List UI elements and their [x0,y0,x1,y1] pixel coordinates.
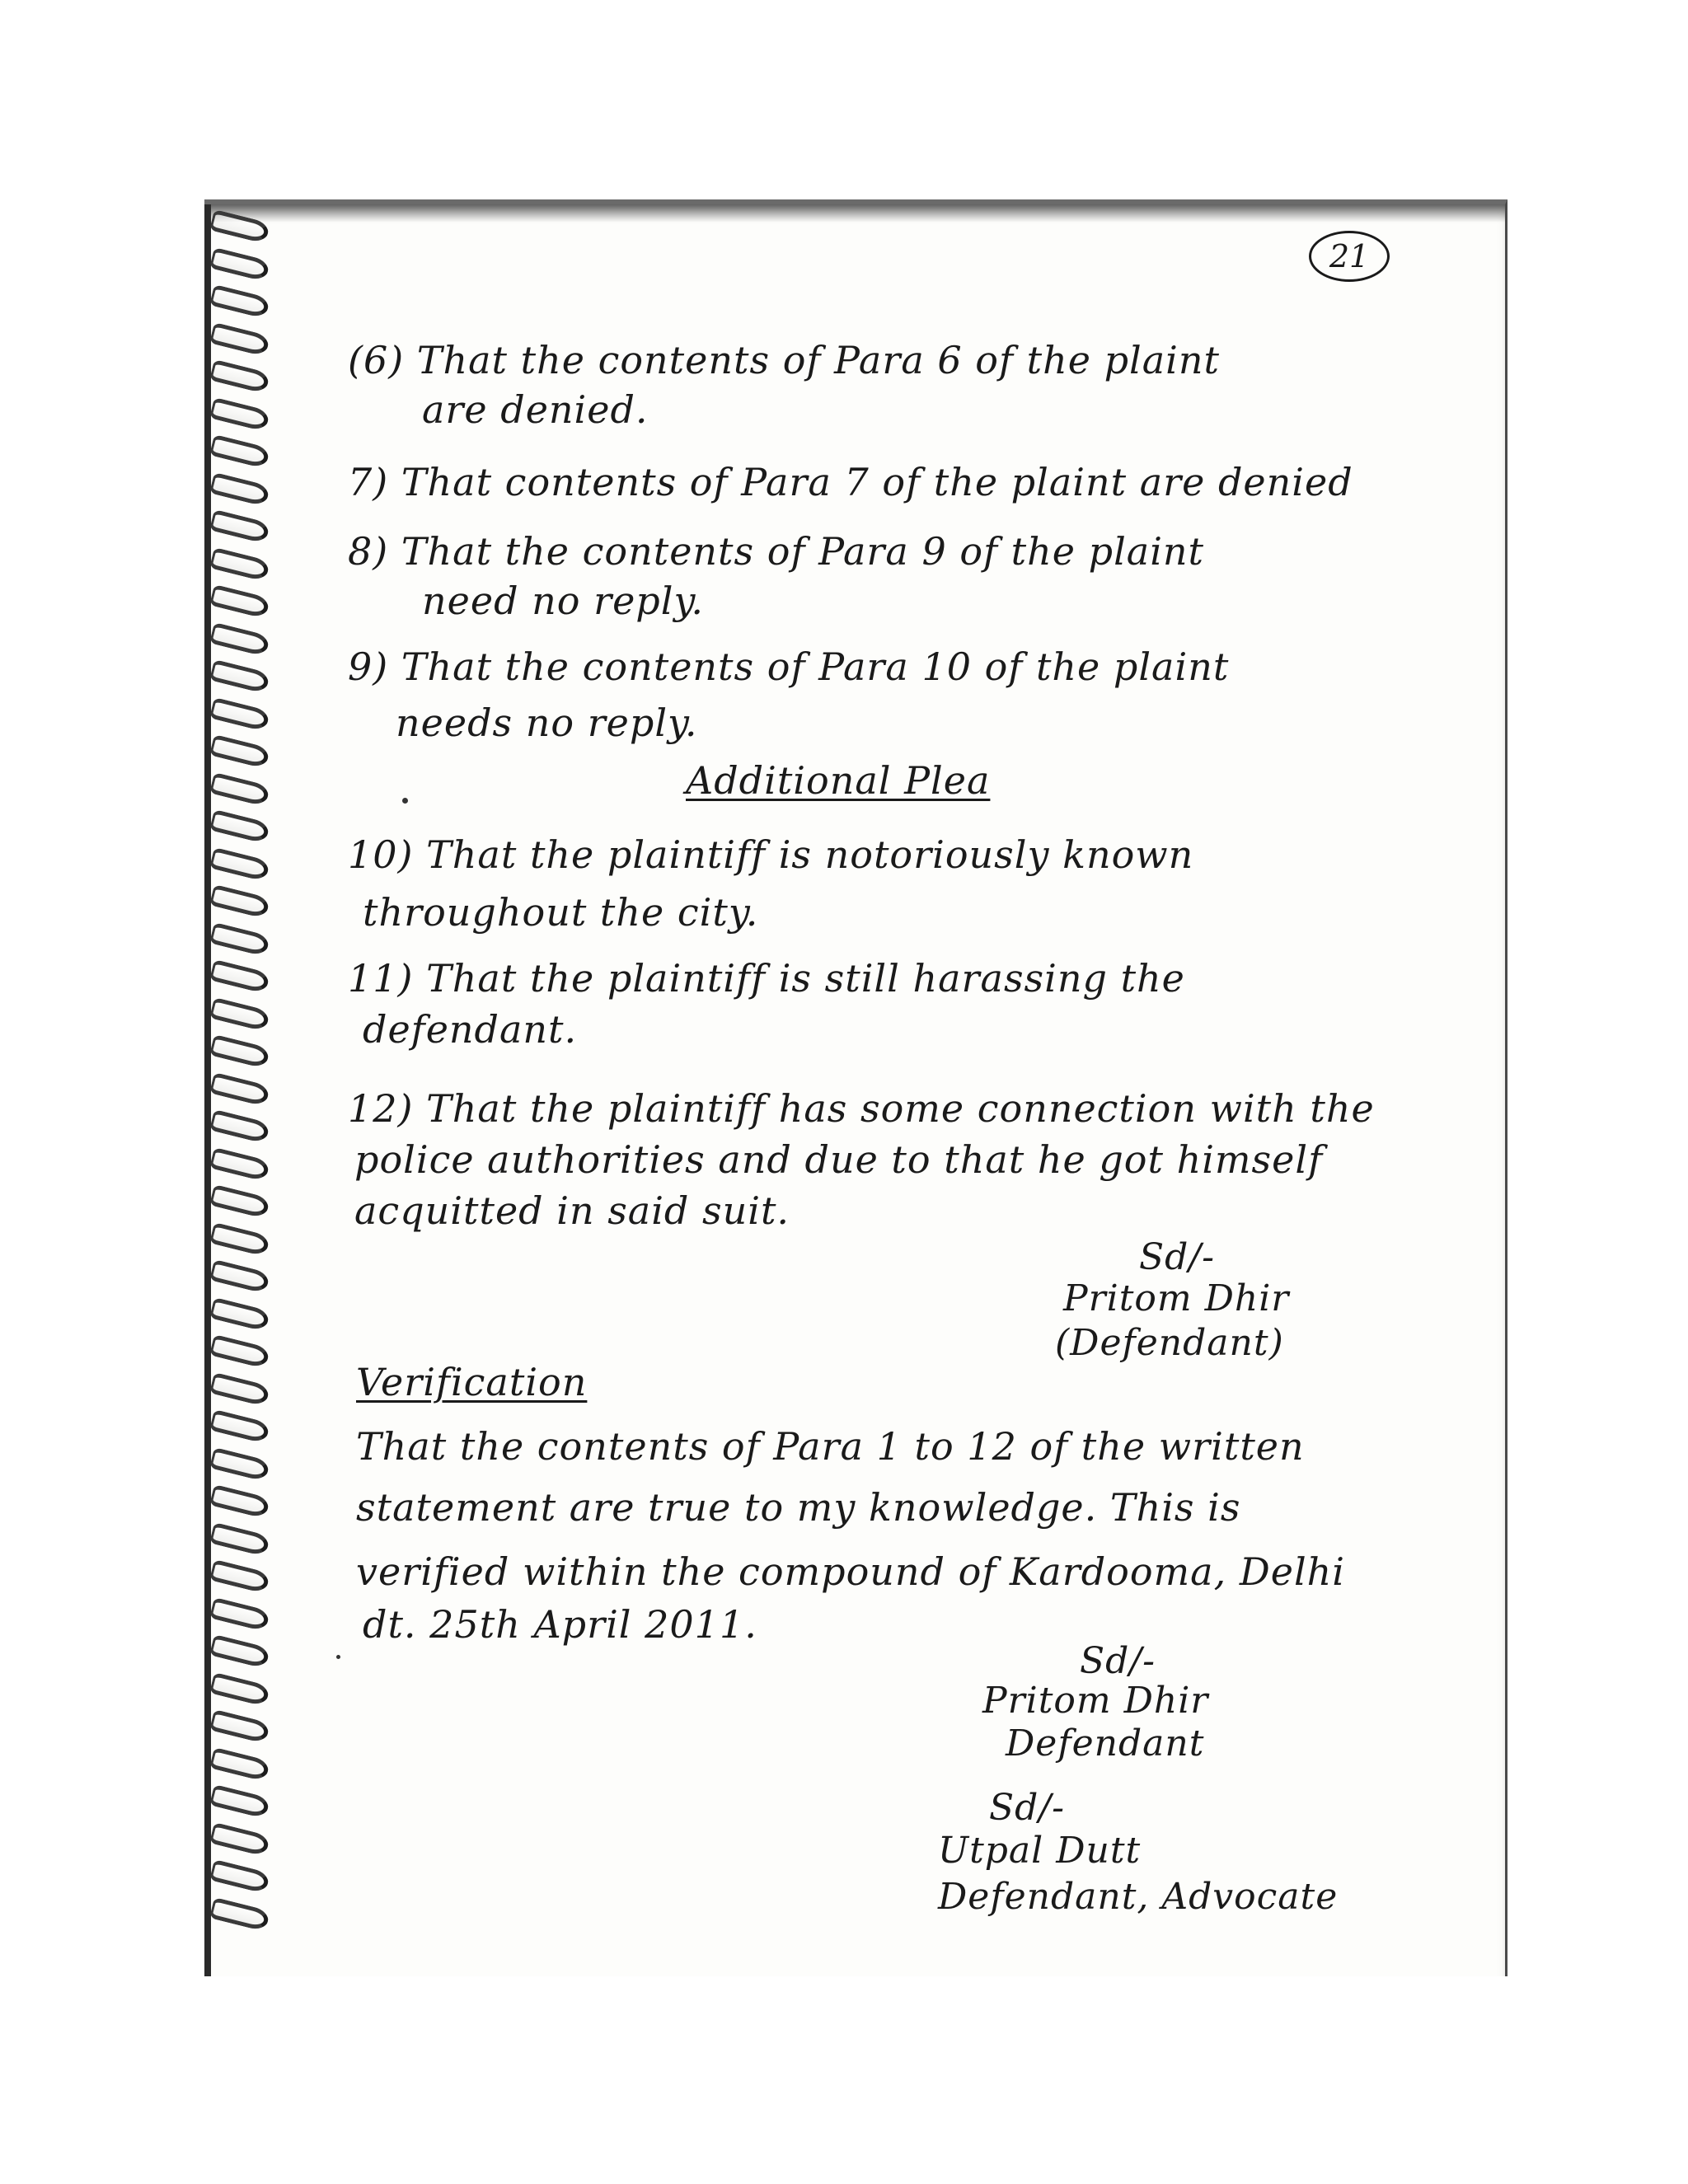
spiral-coil [209,434,270,469]
spiral-coil [209,1859,270,1894]
spiral-coil [209,921,270,956]
spiral-coil [209,809,270,844]
para-6-line-1: (6) That the contents of Para 6 of the plaint [348,338,1220,382]
verification-heading: Verification [356,1360,588,1404]
spiral-coil [209,1821,270,1856]
signature-2-role: Defendant [1006,1722,1205,1765]
spiral-coil [209,1896,270,1931]
verification-line-2: statement are true to my knowledge. This is [356,1485,1241,1530]
signature-1-role: (Defendant) [1055,1322,1284,1364]
spiral-coil [209,546,270,581]
stray-mark [336,1655,340,1659]
spiral-coil [209,1146,270,1181]
para-7-line-1: 7) That contents of Para 7 of the plaint are denied [348,460,1353,504]
para-9-line-2: needs no reply. [396,701,698,745]
para-12-line-2: police authorities and due to that he got himself [354,1137,1324,1182]
verification-line-4: dt. 25th April 2011. [363,1602,757,1647]
verification-line-1: That the contents of Para 1 to 12 of the written [356,1424,1305,1469]
para-10-line-2: throughout the city. [363,890,759,935]
spiral-coil [209,959,270,994]
spiral-coil [209,1034,270,1069]
spiral-coil [209,621,270,656]
signature-2-sd: Sd/- [1080,1640,1156,1682]
spiral-coil [209,1521,270,1556]
signature-3-name: Utpal Dutt [938,1830,1142,1872]
page-top-shadow [204,204,1505,223]
spiral-coil [209,846,270,881]
spiral-coil [209,1221,270,1256]
para-11-line-2: defendant. [363,1007,578,1052]
spiral-coil [209,1109,270,1144]
spiral-coil [209,1334,270,1369]
spiral-coil [209,1746,270,1781]
para-8-line-1: 8) That the contents of Para 9 of the plaint [348,529,1205,574]
signature-3-role: Defendant, Advocate [938,1876,1339,1918]
spiral-coil [209,884,270,919]
signature-1-sd: Sd/- [1139,1236,1215,1278]
spiral-coil [209,659,270,694]
spiral-coil [209,321,270,356]
additional-plea-heading: Additional Plea [686,758,991,803]
spiral-coil [209,584,270,619]
spiral-coil [209,471,270,506]
para-10-line-1: 10) That the plaintiff is notoriously known [348,832,1194,877]
spiral-coil [209,1259,270,1294]
spiral-binding [208,216,274,1971]
spiral-coil [209,1784,270,1819]
spiral-coil [209,509,270,544]
para-11-line-1: 11) That the plaintiff is still harassing the [348,956,1185,1001]
spiral-coil [209,1071,270,1106]
spiral-coil [209,1296,270,1331]
spiral-coil [209,284,270,319]
spiral-coil [209,734,270,769]
stray-mark [402,798,408,804]
spiral-coil [209,996,270,1031]
spiral-coil [209,1596,270,1631]
spiral-coil [209,359,270,394]
signature-3-sd: Sd/- [989,1787,1065,1829]
spiral-coil [209,1446,270,1481]
spiral-coil [209,1634,270,1669]
spiral-coil [209,246,270,281]
spiral-coil [209,1559,270,1594]
spiral-coil [209,1371,270,1406]
spiral-coil [209,396,270,431]
para-12-line-3: acquitted in said suit. [354,1188,790,1233]
para-6-line-2: are denied. [422,387,649,432]
signature-2-name: Pritom Dhir [982,1680,1209,1722]
spiral-coil [209,696,270,731]
signature-1-name: Pritom Dhir [1063,1277,1290,1319]
para-12-line-1: 12) That the plaintiff has some connection with the [348,1086,1375,1131]
para-8-line-2: need no reply. [422,579,704,623]
spiral-coil [209,1409,270,1444]
verification-line-3: verified within the compound of Kardooma, Delhi [356,1549,1345,1594]
spiral-coil [209,1484,270,1519]
page-number: 21 [1309,231,1390,282]
para-9-line-1: 9) That the contents of Para 10 of the plaint [348,644,1230,689]
spiral-coil [209,1671,270,1706]
spiral-coil [209,771,270,806]
spiral-coil [209,1184,270,1219]
spiral-coil [209,1709,270,1744]
